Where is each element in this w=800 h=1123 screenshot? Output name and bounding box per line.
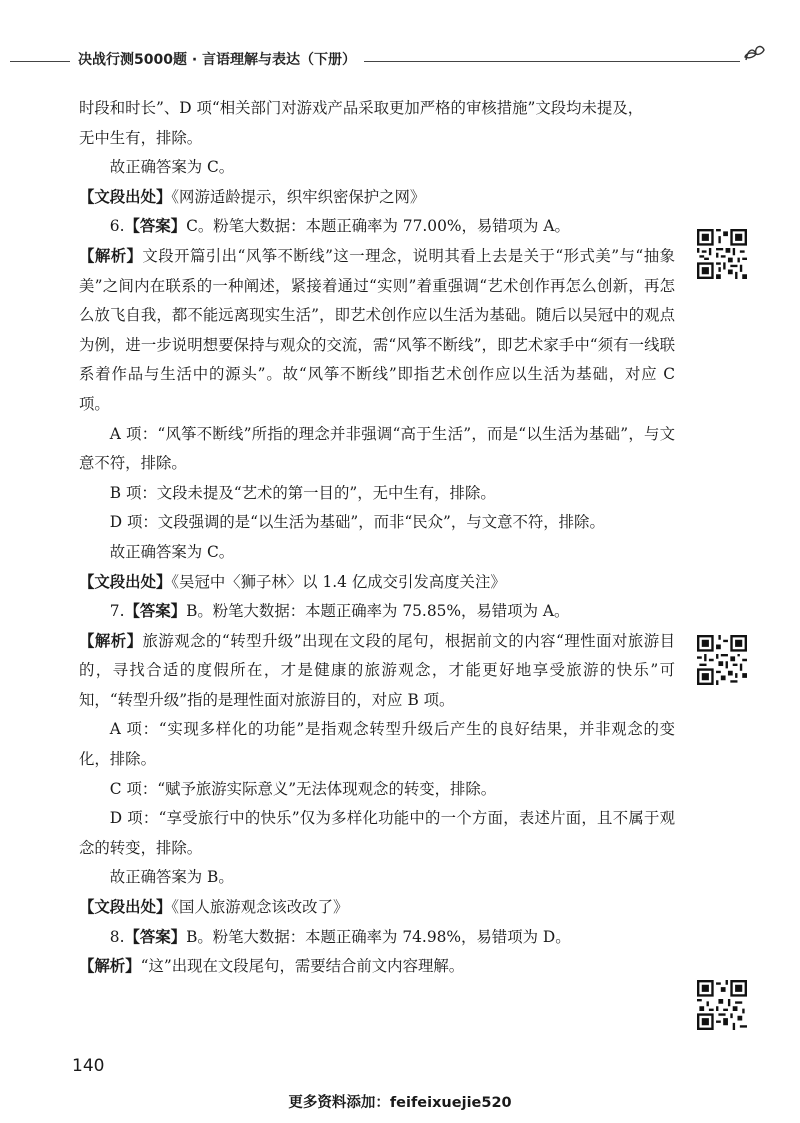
conclusion: 故正确答案为 B。 [109,868,234,887]
running-header-title: 决战行测5000题 · 言语理解与表达（下册） [70,49,364,69]
paragraph: 时段和时长”、D 项“相关部门对游戏产品采取更加严格的审核措施”文段均未提及， 无中生有，排除。 [79,99,644,147]
footer-note: 更多资料添加：feifeixuejie520 [288,1095,512,1111]
option-c-paragraph: C 项：“赋予旅游实际意义”无法体现观念的转变，排除。 [109,779,497,798]
qr-code-icon[interactable] [697,635,747,685]
page-number: 140 [72,1056,105,1076]
option-a-paragraph: A 项：“实现多样化的功能”是指观念转型升级后产生的良好结果，并非观念的变化，排除。 [79,720,675,769]
option-a-paragraph: A 项：“风筝不断线”所指的理念并非强调“高于生活”，而是“以生活为基础”，与文意不符，排除。 [79,424,675,473]
source-line: 【文段出处】《吴冠中〈狮子林〉以 1.4 亿成交引发高度关注》 [79,572,506,591]
option-d-paragraph: D 项：文段强调的是“以生活为基础”，而非“民众”，与文意不符，排除。 [109,513,605,532]
page-content [79,94,675,982]
source-line: 【文段出处】《国人旅游观念该改改了》 [79,898,349,917]
analysis-paragraph: 【解析】文段开篇引出“风筝不断线”这一理念，说明其看上去是关于“形式美”与“抽象美”之间内在联系的一种阐述，紧接着通过“实则”着重强调“艺术创作再怎么创新，再怎么放飞自我，都不能远离现实生活”，即艺术创作应以生活为基础。随后以吴冠中的观点为例，进一步说明想要保持与观众的交流，需“风筝不断线”，即艺术家手中“须有一线联系着作品与生活中的源头”。故“风筝不断线”即指艺术创作应以生活为基础，对应 C 项。 [79,246,675,413]
qr-code-icon[interactable] [697,980,747,1030]
analysis-paragraph: 【解析】“这”出现在文段尾句，需要结合前文内容理解。 [79,957,465,976]
conclusion: 故正确答案为 C。 [109,542,235,561]
answer-line: 6.【答案】C。粉笔大数据：本题正确率为 77.00%，易错项为 A。 [109,217,570,236]
answer-line: 7.【答案】B。粉笔大数据：本题正确率为 75.85%，易错项为 A。 [109,602,570,621]
qr-code-icon[interactable] [697,229,747,279]
source-line: 【文段出处】《网游适龄提示，织牢织密保护之网》 [79,187,426,206]
answer-line: 8.【答案】B。粉笔大数据：本题正确率为 74.98%，易错项为 D。 [109,927,571,946]
option-d-paragraph: D 项：“享受旅行中的快乐”仅为多样化功能中的一个方面，表述片面，且不属于观念的转变，排除。 [79,809,675,857]
analysis-paragraph: 【解析】旅游观念的“转型升级”出现在文段的尾句，根据前文的内容“理性面对旅游目的，寻找合适的度假所在，才是健康的旅游观念，才能更好地享受旅游的快乐”可知，“转型升级”指的是理性面对旅游目的，对应 B 项。 [79,631,675,709]
sprout-icon [740,40,768,68]
option-b-paragraph: B 项：文段未提及“艺术的第一目的”，无中生有，排除。 [109,483,496,502]
paragraph: 故正确答案为 C。 [109,158,235,177]
